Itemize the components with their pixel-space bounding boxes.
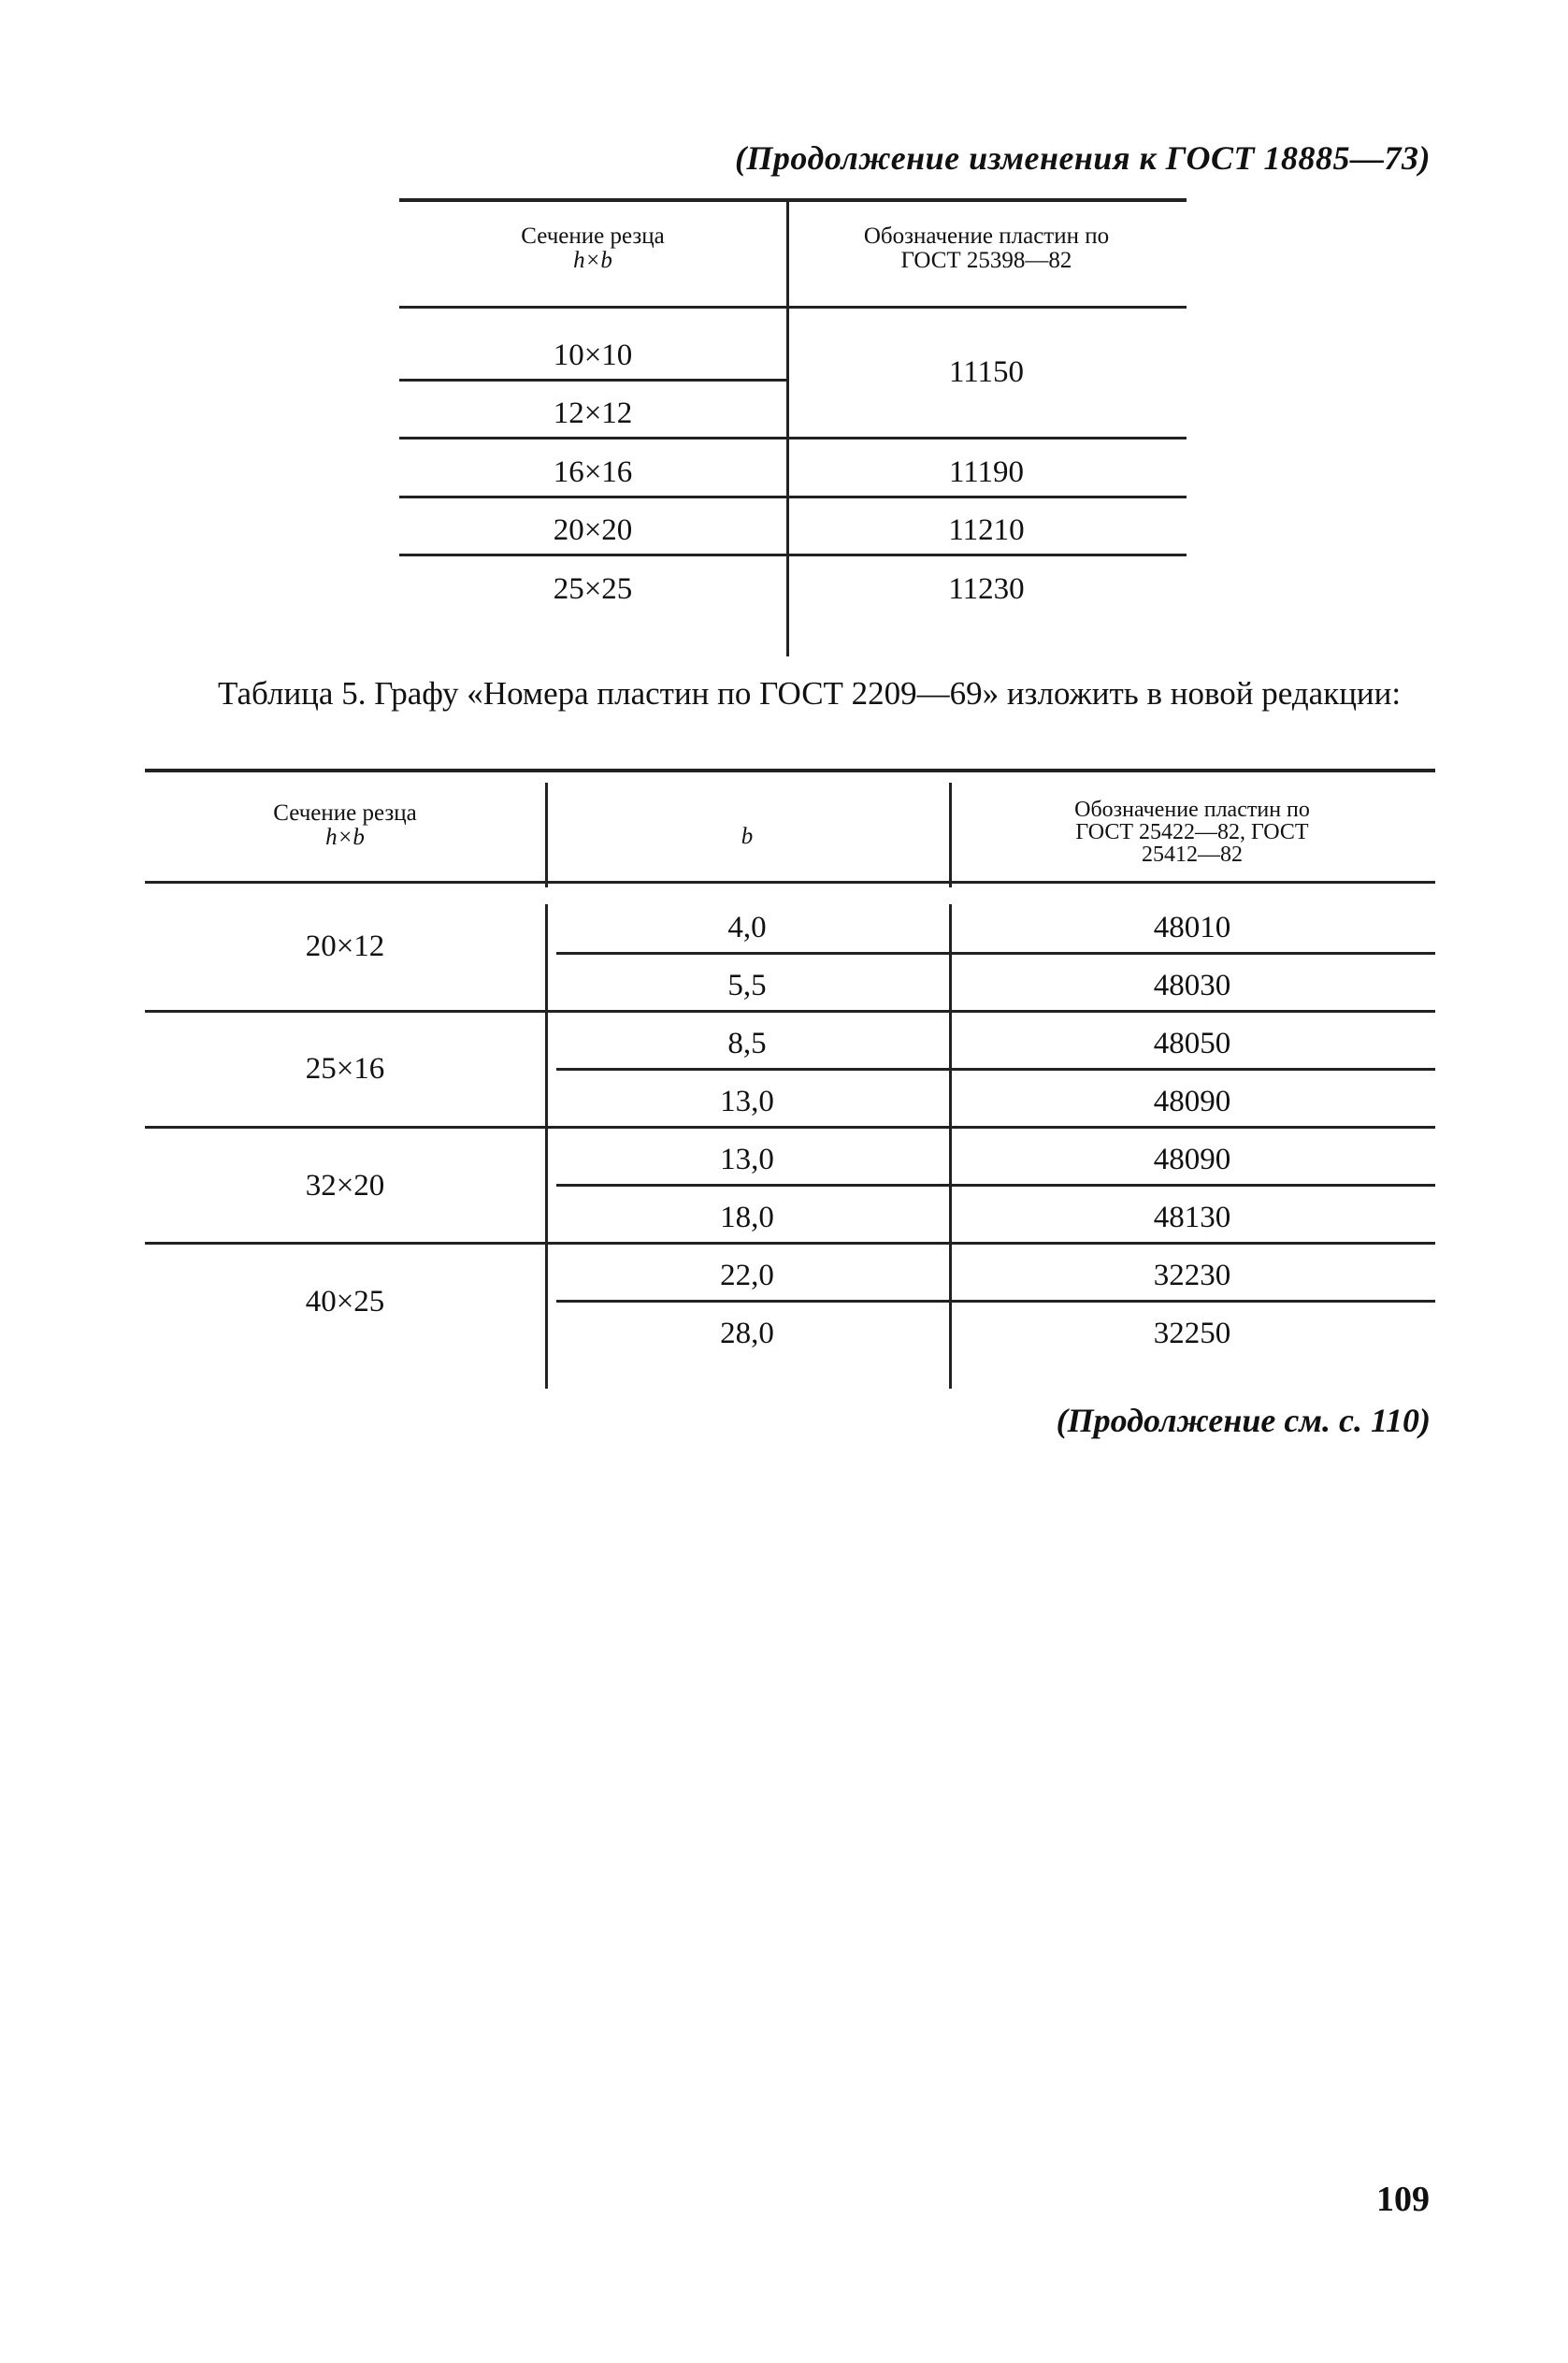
table-cell-plate: 48010 <box>1153 911 1231 944</box>
table-plates-25422 <box>145 769 1435 1405</box>
table-cell-b: 5,5 <box>727 969 767 1002</box>
row-rule <box>556 1184 1435 1187</box>
header-plates <box>949 799 1435 866</box>
continuation-footer: (Продолжение см. с. 110) <box>1056 1402 1431 1439</box>
row-rule <box>399 379 786 382</box>
header-rule <box>145 881 1435 884</box>
group-rule <box>145 1126 1435 1129</box>
table-cell-section: 10×10 <box>553 339 633 372</box>
table-cell-b: 18,0 <box>720 1201 774 1234</box>
header-b: b <box>741 824 754 849</box>
header-rule <box>399 306 1187 309</box>
header-plates-standard: ГОСТ 25398—82 <box>900 248 1072 273</box>
table-cell-plate: 11230 <box>948 572 1025 606</box>
header-section-formula: h×b <box>573 248 612 273</box>
table-cell-section: 12×12 <box>553 396 633 430</box>
table-top-rule <box>145 769 1435 772</box>
table-cell-b: 22,0 <box>720 1259 774 1292</box>
table-cell-section: 25×16 <box>305 1052 385 1086</box>
continuation-header: (Продолжение изменения к ГОСТ 18885—73) <box>734 139 1431 177</box>
row-rule <box>399 554 1187 556</box>
table-cell-plate: 32250 <box>1153 1317 1231 1350</box>
header-plates-label: Обозначение пластин по <box>1074 798 1310 822</box>
row-rule <box>399 496 1187 498</box>
header-section-label: Сечение резца <box>521 223 665 249</box>
row-rule <box>556 1068 1435 1071</box>
instruction-paragraph: Таблица 5. Графу «Номера пластин по ГОСТ 2209—69» изложить в новой редакции: <box>218 675 1402 712</box>
table-cell-plate: 32230 <box>1153 1259 1231 1292</box>
table-cell-plate: 11190 <box>948 455 1025 489</box>
header-plates-standard: ГОСТ 25422—82, ГОСТ <box>1075 820 1309 844</box>
table-cell-b: 8,5 <box>727 1027 767 1060</box>
header-plates-label: Обозначение пластин по <box>863 223 1110 249</box>
table-cell-plate: 48050 <box>1153 1027 1231 1060</box>
table-cell-plate: 48030 <box>1153 969 1231 1002</box>
table-cell-plate: 11150 <box>948 355 1025 389</box>
header-section-formula: h×b <box>325 825 365 850</box>
table-cell-section: 25×25 <box>553 572 633 606</box>
table-cell-plate: 48090 <box>1153 1085 1231 1118</box>
table-cell-section: 20×12 <box>305 929 385 963</box>
header-plates-standard-2: 25412—82 <box>1142 843 1243 867</box>
table-cell-section: 20×20 <box>553 513 633 547</box>
page-number: 109 <box>1376 2180 1430 2219</box>
row-rule <box>556 952 1435 955</box>
table-cell-section: 16×16 <box>553 455 633 489</box>
table-cell-plate: 11210 <box>948 513 1025 547</box>
table-cell-section: 40×25 <box>305 1285 385 1318</box>
header-section <box>145 801 545 850</box>
table-plates-25398 <box>399 198 1187 656</box>
row-rule <box>399 437 1187 439</box>
table-cell-b: 13,0 <box>720 1085 774 1118</box>
table-cell-plate: 48090 <box>1153 1143 1231 1176</box>
row-rule <box>556 1300 1435 1303</box>
group-rule <box>145 1242 1435 1245</box>
table-cell-b: 13,0 <box>720 1143 774 1176</box>
table-cell-b: 4,0 <box>727 911 767 944</box>
table-cell-plate: 48130 <box>1153 1201 1231 1234</box>
table-top-rule <box>399 198 1187 202</box>
header-section <box>399 224 786 273</box>
header-section-label: Сечение резца <box>273 800 417 826</box>
table-cell-section: 32×20 <box>305 1169 385 1203</box>
table-cell-b: 28,0 <box>720 1317 774 1350</box>
group-rule <box>145 1010 1435 1013</box>
header-plates <box>786 224 1187 273</box>
